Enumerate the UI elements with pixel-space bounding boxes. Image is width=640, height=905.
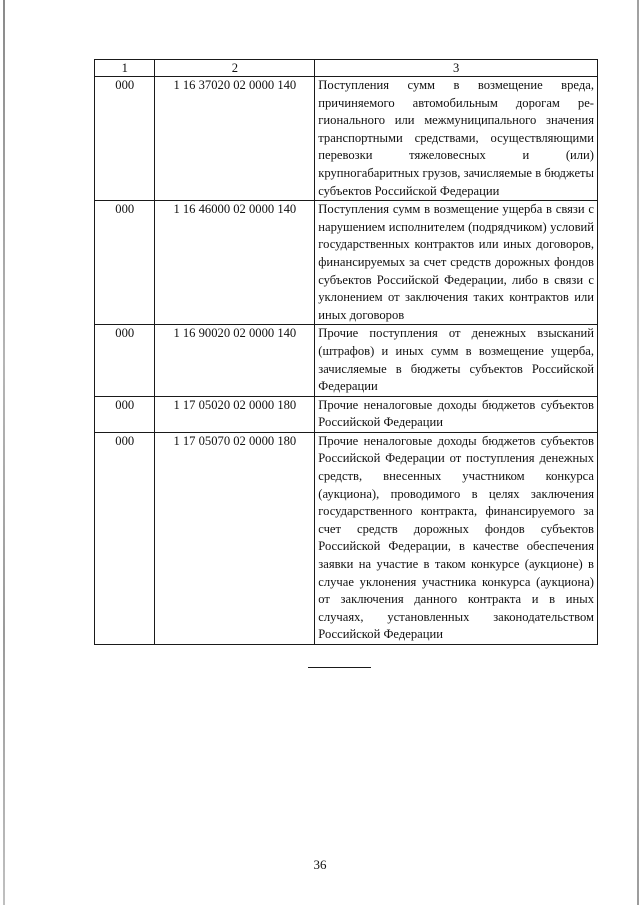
admin-code-cell: 000 <box>95 396 155 432</box>
revenue-code-cell: 1 16 37020 02 0000 140 <box>155 77 315 201</box>
revenue-description-cell: Прочие неналоговые доходы бюджетов субъектов Российской Федерации <box>315 396 598 432</box>
table-row <box>95 432 598 644</box>
revenue-code-cell: 1 17 05020 02 0000 180 <box>155 396 315 432</box>
table-row <box>95 396 598 432</box>
revenue-description-cell: Прочие неналоговые доходы бюджетов субъектов Российской Федерации от поступления денежных средств, внесенных участником конкурса (аукциона), проводимого в целях заключения государственного контракта, финансируемого за счет средств дорожных фондов субъектов Российской Федерации, в качестве обеспечения заявки на участие в таком конкурсе (аукционе) в случае уклонения участника конкурса (аукциона) от заключения данного контракта и в иных случаях, установленных законодательством Российской Федерации <box>315 432 598 644</box>
admin-code-cell: 000 <box>95 77 155 201</box>
table-row <box>95 201 598 325</box>
scan-edge-right <box>637 0 639 905</box>
table-row <box>95 77 598 201</box>
page-number: 36 <box>313 857 327 872</box>
revenue-code-cell: 1 16 46000 02 0000 140 <box>155 201 315 325</box>
admin-code-cell: 000 <box>95 325 155 396</box>
column-header-3: 3 <box>315 60 598 77</box>
revenue-description-cell: Поступления сумм в возмещение ущерба в связи с нарушением исполнителем (подрядчиком) условий государственных контрактов или иных договоров, финансируемых за счет средств дорожных фондов субъектов Российской Федерации, либо в связи с уклонением от заключения таких контрактов или иных договоров <box>315 201 598 325</box>
table-header-row <box>95 60 598 77</box>
end-separator-line <box>308 667 371 668</box>
column-header-2: 2 <box>155 60 315 77</box>
admin-code-cell: 000 <box>95 201 155 325</box>
revenue-codes-table <box>94 59 598 645</box>
admin-code-cell: 000 <box>95 432 155 644</box>
revenue-description-cell: Поступления сумм в возмещение вреда, причиняемого автомобильным дорогам регионального или межмуниципального значения транспортными средствами, осуществляющими перевозки тяжеловесных и (или) крупногабаритных грузов, зачисляемые в бюджеты субъектов Российской Федерации <box>315 77 598 201</box>
revenue-code-cell: 1 17 05070 02 0000 180 <box>155 432 315 644</box>
scan-edge-left <box>3 0 5 905</box>
revenue-description-cell: Прочие поступления от денежных взысканий (штрафов) и иных сумм в возмещение ущерба, зачисляемые в бюджеты субъектов Российской Федерации <box>315 325 598 396</box>
column-header-1: 1 <box>95 60 155 77</box>
table-row <box>95 325 598 396</box>
revenue-code-cell: 1 16 90020 02 0000 140 <box>155 325 315 396</box>
